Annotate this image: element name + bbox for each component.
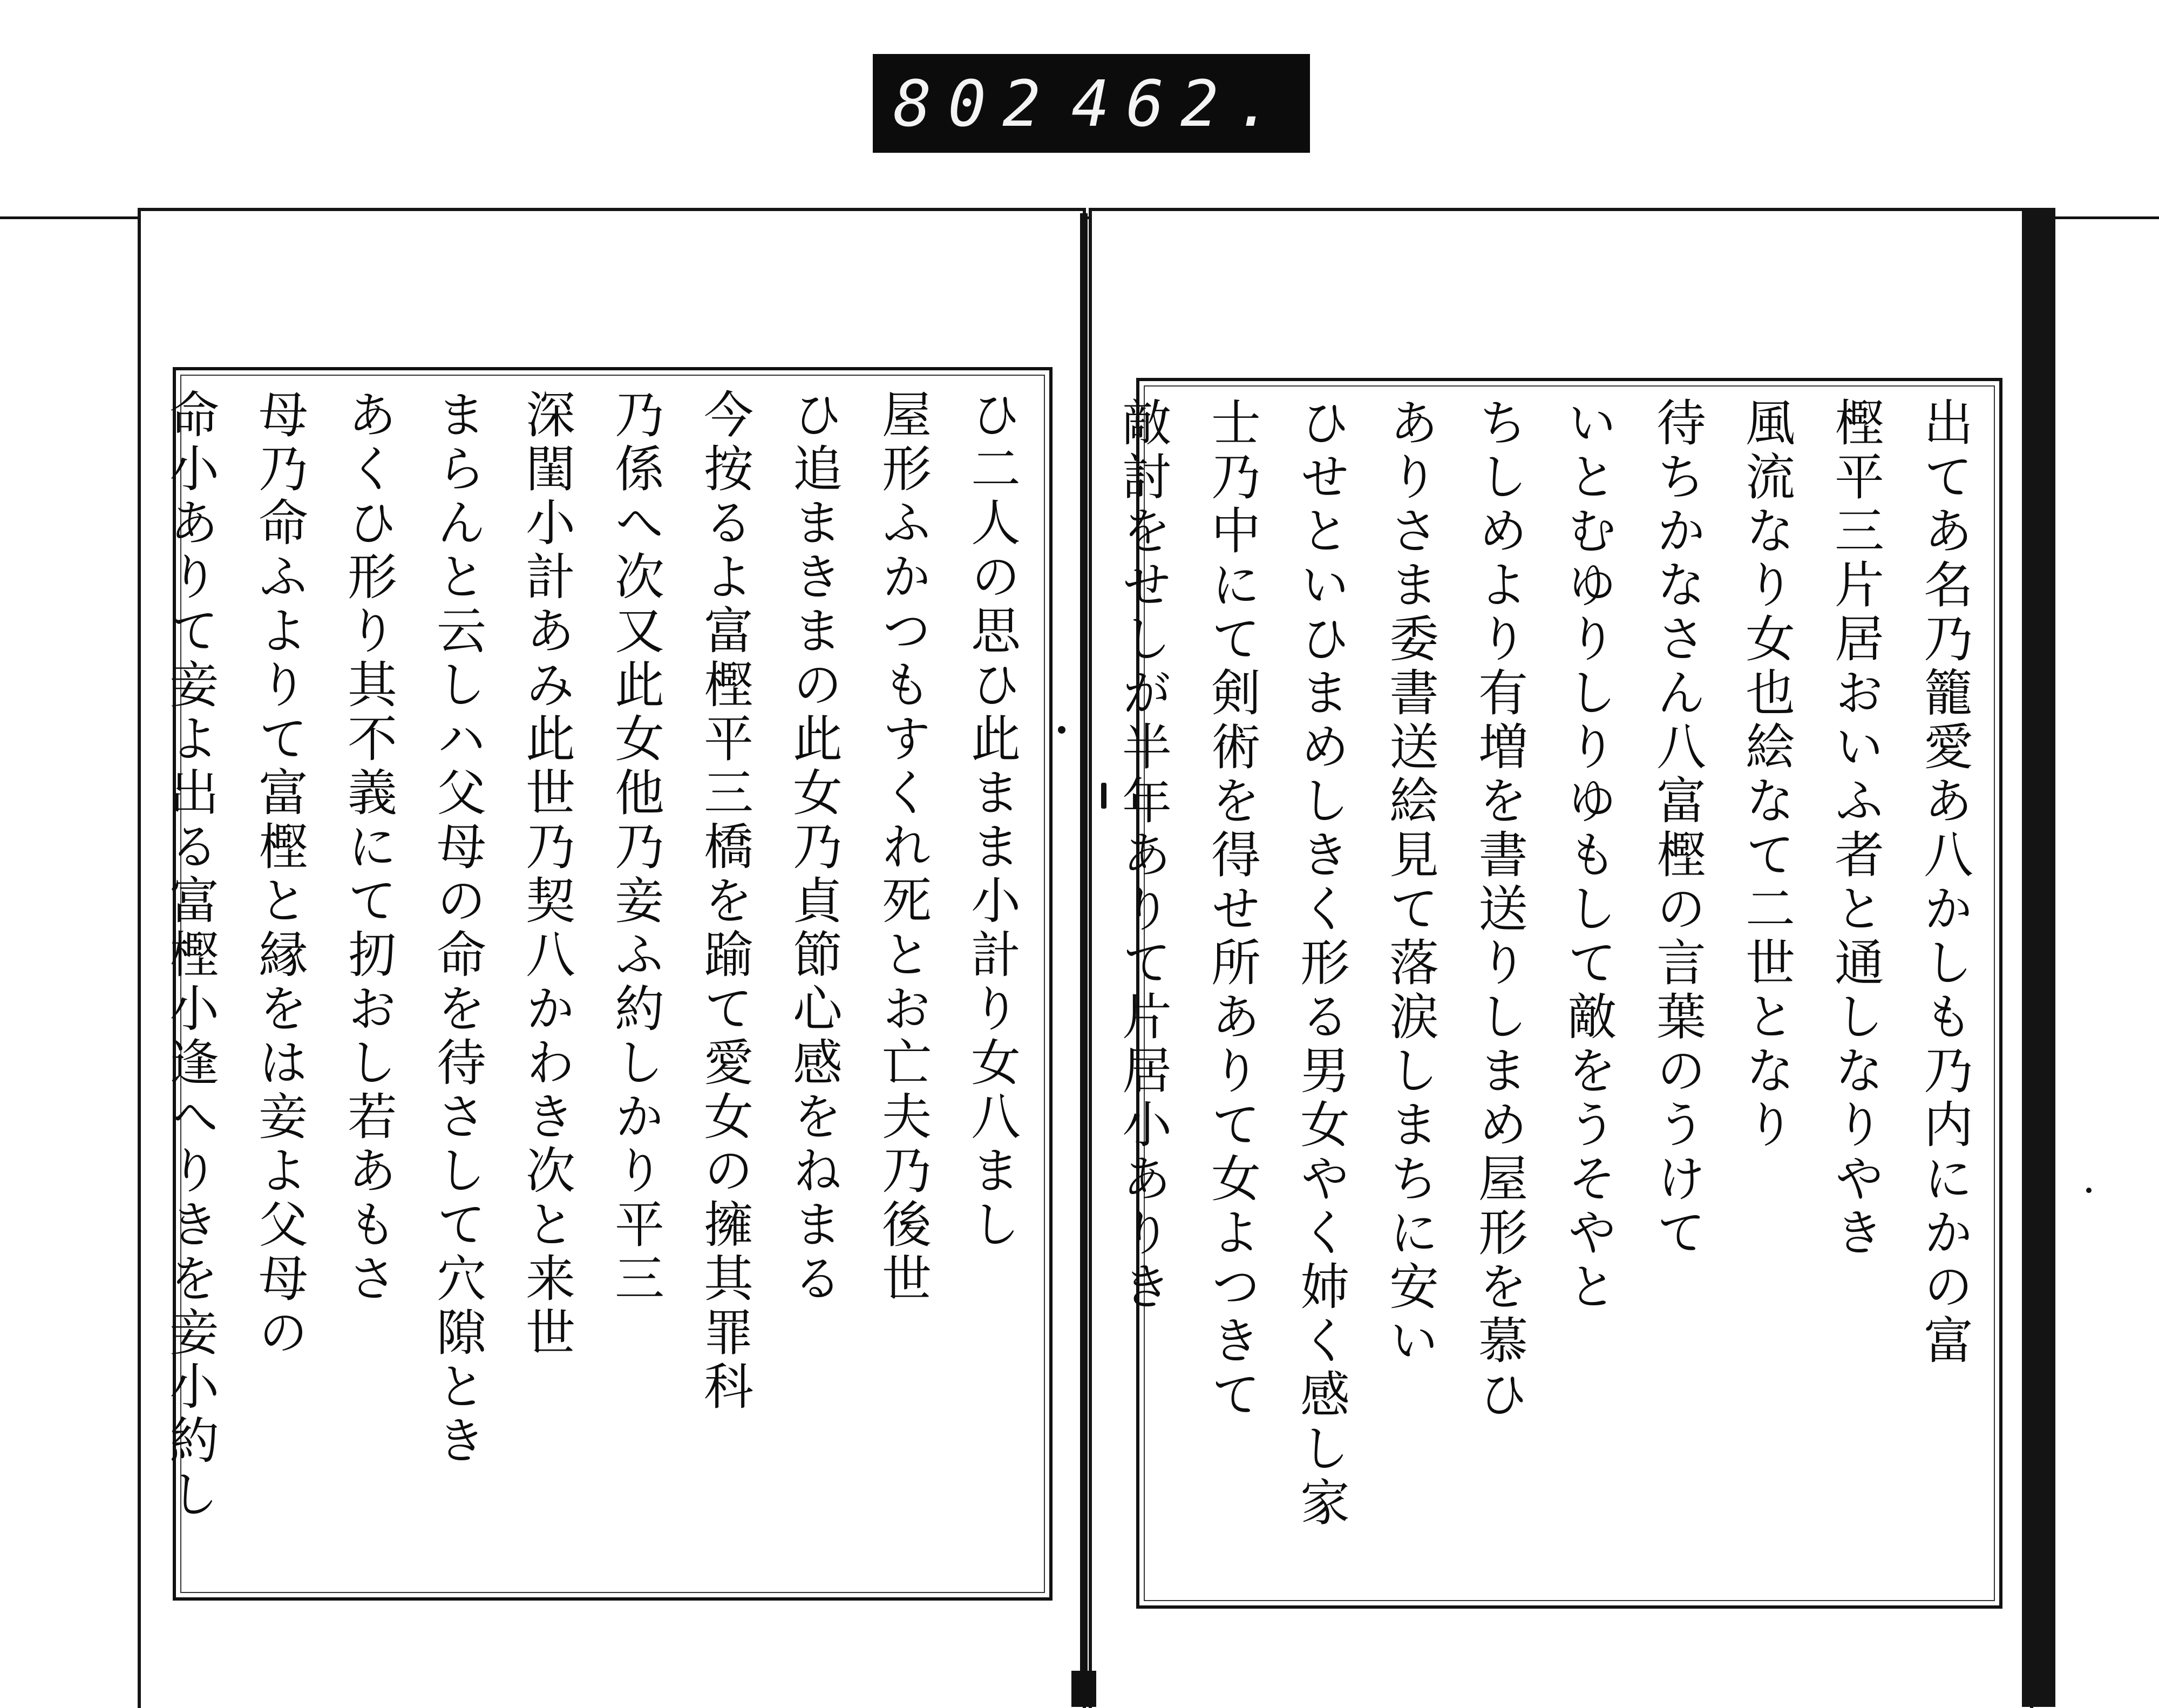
text-column: 深閨小計あみ此世乃契八かわき次と来世	[518, 389, 575, 1360]
text-column: あくひ形り其不義にて扨おし若あもさ	[340, 389, 397, 1306]
text-column: 乃係へ次又此女他乃妾ふ約しかり平三	[607, 389, 664, 1306]
text-column: 待ちかなさん八富樫の言葉のうけて	[1648, 397, 1706, 1260]
text-column: 敵討をせしが半年ありて片居小ありき	[1114, 397, 1172, 1314]
book-gutter	[1080, 213, 1088, 1707]
gutter-foot	[1071, 1671, 1096, 1707]
archive-label-plate	[873, 54, 1310, 153]
text-column: 屋形ふかつもすくれ死とお亡夫乃後世	[874, 389, 932, 1306]
text-column: 士乃中にて剣術を得せ所ありて女よつきて	[1203, 397, 1261, 1422]
text-column: ひ二人の思ひ此まま小計り女八まし	[963, 389, 1021, 1252]
text-column: ちしめより有増を書送りしまめ屋形を慕ひ	[1470, 397, 1528, 1422]
ink-speck	[2086, 1188, 2092, 1193]
text-column: ひせといひまめしきく形る男女やく姉く感し家	[1292, 397, 1350, 1530]
text-column: まらんと云しハ父母の命を待さして穴隙とき	[429, 389, 486, 1468]
text-column: 今按るよ富樫平三橋を踰て愛女の擁其罪科	[696, 389, 753, 1414]
text-column: ありさま委書送絵見て落涙しまちに安い	[1381, 397, 1439, 1368]
text-column: 母乃命ふよりて富樫と縁をは妾よ父母の	[250, 389, 308, 1360]
left-page-text	[161, 389, 1036, 1582]
archive-number-right: 462.	[1071, 66, 1289, 141]
text-column: 風流なり女也絵なて二世となり	[1737, 397, 1795, 1153]
right-page-text	[1114, 397, 1989, 1595]
archive-number-left: 802	[893, 66, 1057, 141]
text-column: 命小ありて妾よ出る富樫小逢へりきを妾小約し	[161, 389, 219, 1522]
text-column: 出てあ名乃籠愛あ八かしも乃内にかの富	[1916, 397, 1973, 1368]
ink-speck	[1101, 783, 1106, 809]
text-column: ひ追まきまの此女乃貞節心感をねまる	[785, 389, 843, 1306]
text-column: いとむゆりしりゆもして敵をうそやと	[1559, 397, 1617, 1314]
book-spine-edge	[2022, 208, 2055, 1707]
text-column: 樫平三片居おいふ者と通しなりやき	[1827, 397, 1884, 1260]
ink-speck	[1058, 726, 1065, 734]
